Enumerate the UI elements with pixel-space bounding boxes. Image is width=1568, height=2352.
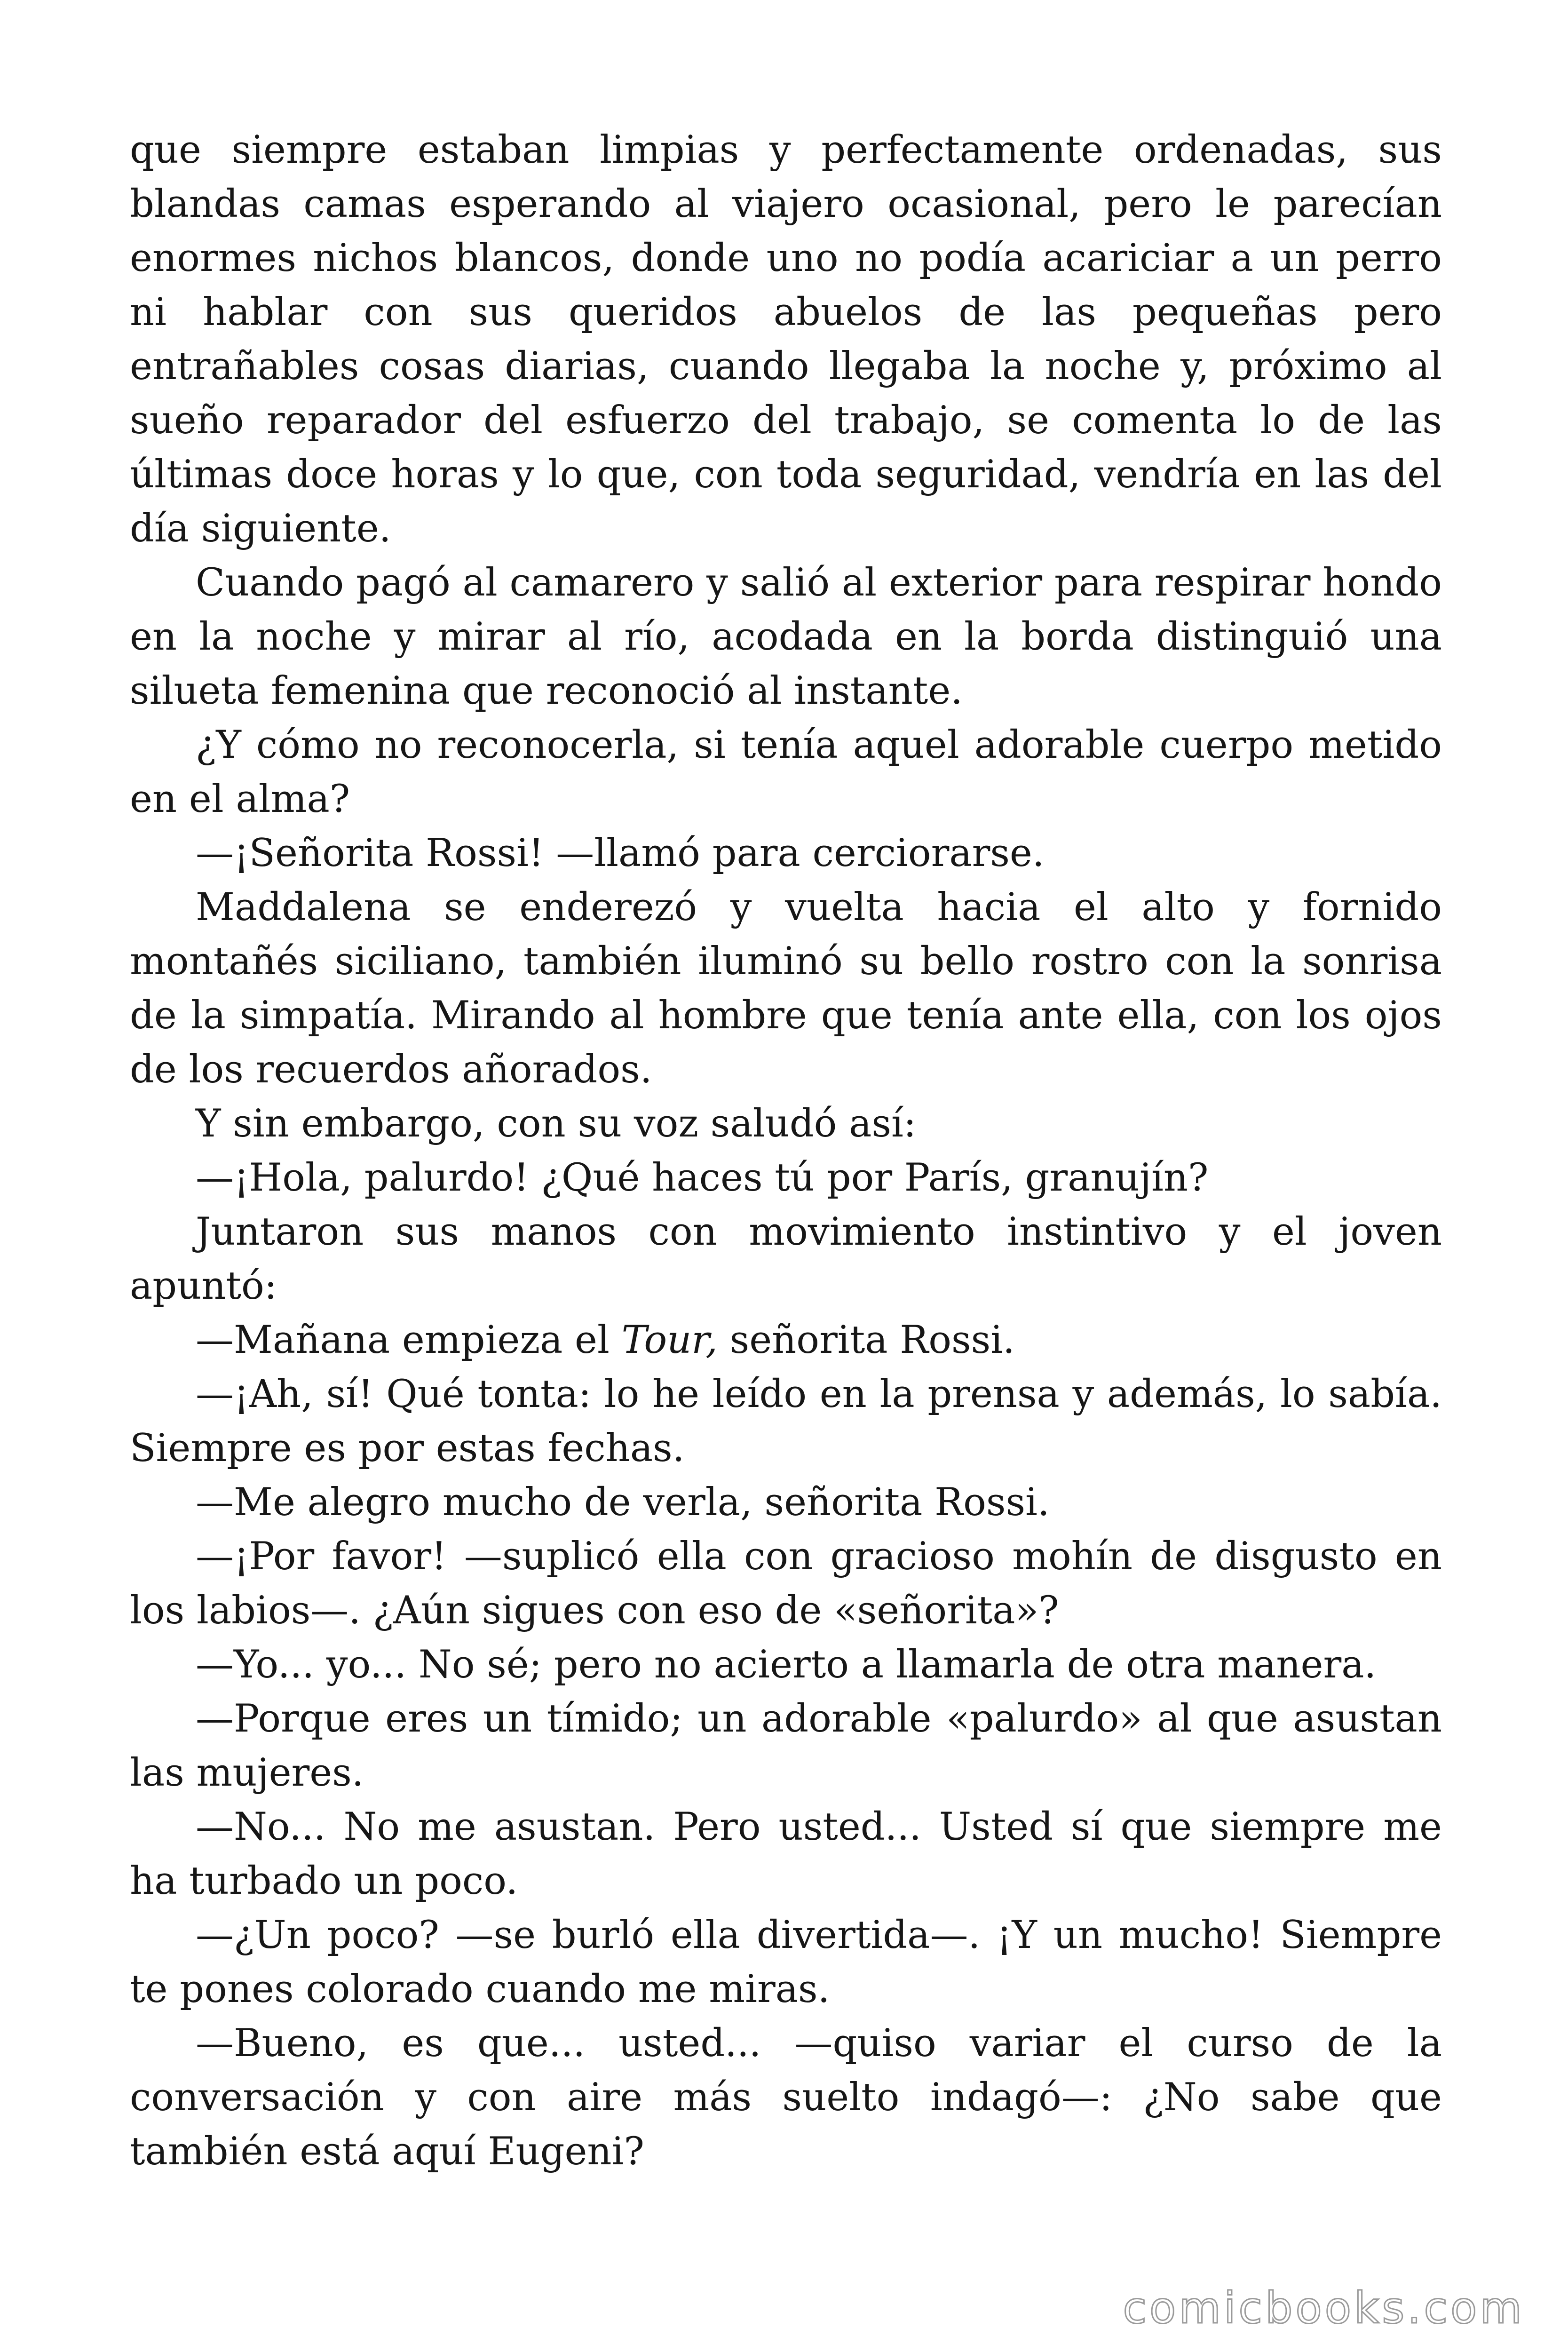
paragraph-10: —¡Ah, sí! Qué tonta: lo he leído en la prensa y además, lo sabía. Siempre es por estas fechas.: [130, 1372, 1442, 1470]
watermark: comicbooks.com: [1123, 2283, 1525, 2333]
paragraph-13: —Yo... yo... No sé; pero no acierto a llamarla de otra manera.: [196, 1643, 1377, 1687]
paragraph-16: —¿Un poco? —se burló ella divertida—. ¡Y un mucho! Siempre te pones colorado cuando me miras.: [130, 1913, 1442, 2011]
paragraph-3: ¿Y cómo no reconocerla, si tenía aquel adorable cuerpo metido en el alma?: [130, 723, 1442, 821]
paragraph-12: —¡Por favor! —suplicó ella con gracioso mohín de disgusto en los labios—. ¿Aún sigues con eso de «señorita»?: [130, 1534, 1442, 1633]
paragraph-4: —¡Señorita Rossi! —llamó para cerciorarse.: [196, 831, 1045, 875]
paragraph-8: Juntaron sus manos con movimiento instintivo y el joven apuntó:: [130, 1210, 1442, 1308]
paragraph-11: —Me alegro mucho de verla, señorita Rossi.: [196, 1480, 1050, 1525]
paragraph-17: —Bueno, es que... usted... —quiso variar el curso de la conversación y con aire más suelto indagó—: ¿No sabe que también está aquí Eugeni?: [130, 2021, 1442, 2174]
paragraph-1: que siempre estaban limpias y perfectamente ordenadas, sus blandas camas esperando al viajero ocasional, pero le parecían enormes nichos blancos, donde uno no podía acariciar a un perro ni hablar con sus queridos abuelos de las pequeñas pero entrañables cosas diarias, cuando llegaba la noche y, próximo al sueño reparador del esfuerzo del trabajo, se comenta lo de las últimas doce horas y lo que, con toda seguridad, vendría en las del día siguiente.: [130, 128, 1442, 551]
paragraph-15: —No... No me asustan. Pero usted... Usted sí que siempre me ha turbado un poco.: [130, 1805, 1442, 1903]
paragraph-5: Maddalena se enderezó y vuelta hacia el alto y fornido montañés siciliano, también iluminó su bello rostro con la sonrisa de la simpatía. Mirando al hombre que tenía ante ella, con los ojos de los recuerdos añorados.: [130, 885, 1442, 1092]
tour-line-before: —Mañana empieza el: [196, 1318, 622, 1362]
paragraph-6: Y sin embargo, con su voz saludó así:: [196, 1102, 917, 1146]
paragraph-9: [130, 1313, 1442, 1367]
paragraph-2: Cuando pagó al camarero y salió al exterior para respirar hondo en la noche y mirar al río, acodada en la borda distinguió una silueta femenina que reconoció al instante.: [130, 561, 1442, 713]
tour-line-after: señorita Rossi.: [717, 1318, 1015, 1362]
paragraph-14: —Porque eres un tímido; un adorable «palurdo» al que asustan las mujeres.: [130, 1697, 1442, 1795]
paragraph-7: —¡Hola, palurdo! ¿Qué haces tú por París, granujín?: [196, 1156, 1209, 1200]
page-text: [130, 123, 1442, 2179]
tour-line-italic: Tour,: [621, 1318, 718, 1362]
